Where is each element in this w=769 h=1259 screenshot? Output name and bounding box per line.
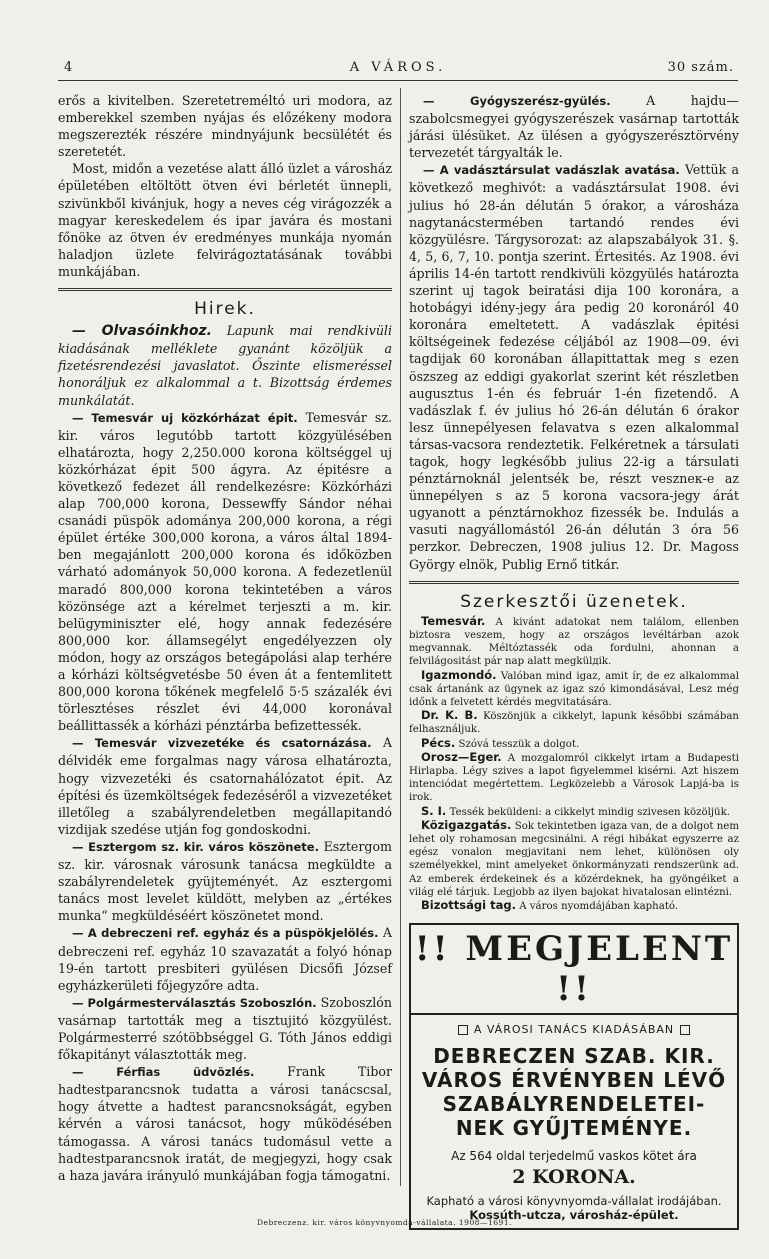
news-lead: — Temesvár uj közkórházat épit. xyxy=(72,410,298,425)
editor-note xyxy=(409,751,739,805)
editor-note xyxy=(409,615,739,669)
left-column xyxy=(58,92,392,1184)
square-ornament-icon xyxy=(458,1025,468,1035)
ad-availability-text: Kapható a városi könyvnyomda-vállalat irodájában. xyxy=(426,1194,722,1209)
editor-note xyxy=(409,669,739,710)
section-title-hirek: Hirek. xyxy=(194,299,256,320)
section-rule xyxy=(58,288,392,291)
news-text: A délvidék eme forgalmas nagy városa elhatározta, hogy vizvezetéki és csatornahálózatot épit. Az építési és üzemköltségek fedezéséről a vizvezetéket illetőleg a szabályrendeletben megállapitandó vizdijak szedése utján fog gondoskodni. xyxy=(58,735,392,837)
ad-title-line: VÁROS ÉRVÉNYBEN LÉVŐ xyxy=(421,1068,727,1093)
news-lead: — A debreczeni ref. egyház és a püspökjelölés. xyxy=(72,926,379,941)
news-gyogyszeresz xyxy=(409,92,739,161)
note-lead: Közigazgatás. xyxy=(421,817,512,832)
ad-price: 2 KORONA. xyxy=(512,1166,636,1189)
ad-description: Az 564 oldal terjedelmű vaskos kötet ára xyxy=(451,1149,697,1164)
ad-address: Kossúth-utcza, városház-épület. xyxy=(469,1208,679,1223)
note-lead: Igazmondó. xyxy=(421,667,497,682)
note-lead: Dr. K. B. xyxy=(421,708,478,723)
note-lead: Temesvár. xyxy=(421,613,486,628)
news-text: Frank Tibor hadtestparancsnok tudatta a városi tanácscsal, hogy átvette a hadtest parancsnokságát, egyben kérvén a városi tanácsot, hogy működésében támogassa. A városi tanács tudomásul vette a hadtestparancsnok iratát, de megjegyzi, hogy csak a haza javára irányuló munkájában fogja támogatni. xyxy=(58,1064,392,1183)
note-text: A kivánt adatokat nem találom, ellenben biztosra veszem, hogy az országos levéltárban azok megvannak. Méltóztassék oda fordulni, ahonnan a felvilágositást pár nap alatt megkülдik. xyxy=(409,616,739,668)
newspaper-title: A VÁROS. xyxy=(349,60,447,75)
news-lead: — Temesvár vizvezetéke és csatornázása. xyxy=(72,736,372,751)
editor-note xyxy=(409,709,739,736)
news-kozkorhaz xyxy=(58,409,392,735)
note-lead: Pécs. xyxy=(421,735,456,750)
section-rule xyxy=(409,581,739,584)
news-lead: — Polgármesterválasztás Szoboszlón. xyxy=(72,995,317,1010)
news-text: Lapunk mai rendkivüli kiadásának melléklete gyanánt közöljük a fizetésrendezési javaslatot. Őszinte elismeréssel honoráljuk ez alkalommal a t. Bizottság érdemes munkálatát. xyxy=(58,323,392,408)
news-lead: — Férfias üdvözlés. xyxy=(72,1065,255,1080)
ad-headline: !! MEGJELENT !! xyxy=(411,929,737,1015)
square-ornament-icon xyxy=(680,1025,690,1035)
news-text: Esztergom sz. kir. városnak városunk tanácsa megküldte a szabályrendeletek gyüjteményét. Az esztergomi tanács most levelet küldött, melyben az „értékes munka“ megküldéséért köszönetet mond. xyxy=(58,838,392,924)
editor-notes xyxy=(409,615,739,913)
article-continuation-p1: erős a kivitelben. Szeretetreméltó uri modora, az emberekkel szemben nyájas és előzékeny modora megszerezték részére mindnyájunk becsülétét és szeretetét. xyxy=(58,93,392,160)
news-esztergom xyxy=(58,838,392,924)
note-text: A város nyomdájában kapható. xyxy=(519,900,679,912)
note-lead: Bizottsági tag. xyxy=(421,897,516,912)
editor-note xyxy=(409,737,739,751)
editor-note xyxy=(409,805,739,819)
news-text: Vettük a következő meghivót: a vadásztársulat 1908. évi julius hó 28-án délután 5 órakor, a városháza nagytanácstermében tartandó rendes évi közgyülésre. Tárgysorozat: az alapszabályok 31. §. 4, 5, 6, 7, 10. pontja szerint. Értesités. Az 1908. évi április 14-én tartott rendkivüli közgyülés határozta szerint uj tagok beiratási dija 100 koronára, a hotobágyi idény-jegy ára pedig 20 koronáról 40 koronára emeltetett. A vadászlak épitési költségeinek fedezése céljából az 1908—09. évi tagdijak 60 koronában állapittattak meg s ezen öszszeg az eddigi gyakorlat szerint két részletben augusztus 1-én és február 1-én fizetendő. A vadászlak f. év julius hó 26-án délután 6 órakor lesz ünnepélyesen felavatva s ezen alkalommal társas-vacsora rendeztetik. Felkéretnek a társulati tagok, hogy legkésőbb julius 22-ig a társulati pénztárnoknál jelentsék be, részt veszneк-e az ünnepélyen s az 5 korona vacsora-jegy árát ugyanott a pénztárnokhoz fizessék be. Indulás a vasuti nagyállomástól 26-án délután 3 óra 56 perzkor. Debreczen, 1908 julius 12. Dr. Magoss György elnök, Publig Ernő titkár. xyxy=(409,162,739,572)
note-lead: Orosz—Eger. xyxy=(421,749,502,764)
note-text: Tessék beküldeni: a cikkelyt mindig szivesen közöljük. xyxy=(449,806,730,818)
article-continuation-p2: Most, midőn a vezetése alatt álló üzlet a városház épületében eltöltött ötven évi bérletét ünnepli, szivünkből kivánjuk, hogy a neves cég virágozzék a magyar kereskedelem és ipar javára és mostani főnöke az ötven év eredményes munkája nyomán haladjon üzlete felvirágoztatásának további munkájában. xyxy=(58,161,392,279)
news-vadasz xyxy=(409,161,739,572)
page-header xyxy=(58,60,738,82)
news-lead: — Olvasóinkhoz. xyxy=(72,323,212,340)
editor-note xyxy=(409,819,739,899)
note-text: Sok tekintetben igaza van, de a dolgot nem lehet oly rohamosan megcsinálni. A régi hibákat egyszerre az egész vonalon megjavitani nem lehet, különösen oly személyekkel, mint amelyeket önkormányzati rendszerünk ad. Az emberek érdekeinek és a közérdeknek, ha gyöngéiket a világ elé tárjuk. Legjobb az ilyen bajokat hivatalosan elintézni. xyxy=(409,820,739,898)
note-lead: S. I. xyxy=(421,803,447,818)
advertisement-box xyxy=(409,923,739,1230)
news-polgarmester xyxy=(58,994,392,1063)
news-text: Temesvár sz. kir. város legutóbb tartott közgyülésében elhatározta, hogy 2,250.000 korona költséggel uj közkórházat épit 500 ágyra. Az épitésre a következő fedezet áll rendelkezésre: Közkórházi alap 700,000 korona, Dessewffy Sándor néhai csanádi püspök adománya 200,000 korona, a régi épület értéke 300,000 korona, a város által 1894-ben megajánlott 200,000 korona és időközben várható adományok 50,000 korona. A fedezetlenül maradó 800,000 korona tekintetében a város közönsége azt a kérelmet terjeszti a m. kir. belügyminiszter elé, hogy annak fedezésére 800,000 kor. államsegélyt engedélyezzen oly módon, hogy az országos betegápolási alap terhére a kórházi költségvetésbe 50 éven át a fentemlitett 800,000 korona tőkének megfelelő 5·5 százalék évi törlesztéses részlet évi 44,000 koronával beállittassék a kórházi pénztárba befizettessék. xyxy=(58,409,392,734)
note-text: Köszönjük a cikkelyt, lapunk későbbi számában felhasználjuk. xyxy=(409,711,739,736)
news-lead: — Gyógyszerész-gyülés. xyxy=(423,94,611,108)
section-title-szerkesztoi: Szerkesztői üzenetek. xyxy=(460,591,688,612)
right-column xyxy=(409,92,739,1230)
news-lead: — A vadásztársulat vadászlak avatása. xyxy=(423,163,680,178)
ad-publisher-text: A VÁROSI TANÁCS KIADÁSÁBAN xyxy=(473,1023,675,1037)
note-text: Valóban mind igaz, amit ír, de ez alkalommal csak ártanánk az ügynek az igaz szó kimondásával, Lesz még időnk a felvetett kérdés megvitatására. xyxy=(409,670,739,708)
news-ferfias xyxy=(58,1063,392,1184)
editor-note xyxy=(409,899,739,913)
printer-imprint: Debreczenz. kir. város könyvnyomda-vállalata. 1908—1691. xyxy=(257,1218,512,1227)
ad-publisher xyxy=(417,1021,731,1038)
page-number: 4 xyxy=(64,60,74,75)
column-divider xyxy=(400,88,401,1186)
news-vizvezetek xyxy=(58,734,392,838)
news-text: A debreczeni ref. egyház 10 szavazatát a folyó hónap 19-én tartott presbiteri gyülésen Dicsőfi József egyházkerületi főjegyzőre adta. xyxy=(58,925,392,993)
news-text: A hajdu—szabolcsmegyei gyógyszerészek vasárnap tartották járási ülésüket. Az ülésen a gyógyszerésztörvény tervezetét tárgyalták le. xyxy=(409,93,739,161)
news-olvasoinkhoz xyxy=(58,322,392,408)
issue-number: 30 szám. xyxy=(667,60,734,75)
news-puspok xyxy=(58,924,392,993)
ad-title-line: DEBRECZEN SZAB. KIR. xyxy=(433,1044,715,1069)
note-text: A mozgalomról cikkelyt irtam a Budapesti Hirlapba. Légy szives a lapot figyelemmel kisérni. Azt hiszem intenciódat megértettem. Legközelebb a Városok Lapjá-ba is irok. xyxy=(409,752,739,804)
news-lead: — Esztergom sz. kir. város köszönete. xyxy=(72,839,319,854)
ad-title-line: NEK GYŰJTEMÉNYE. xyxy=(455,1116,693,1141)
ad-title-line: SZABÁLYRENDELETEI- xyxy=(442,1092,706,1117)
note-text: Szóvá tesszük a dolgot. xyxy=(458,738,580,750)
header-rule xyxy=(58,80,738,81)
news-text: Szoboszlón vasárnap tartották meg a tisztujitó közgyülést. Polgármesterré szótöbbséggel G. Tóth János eddigi főkapitányt választották meg. xyxy=(58,994,392,1063)
